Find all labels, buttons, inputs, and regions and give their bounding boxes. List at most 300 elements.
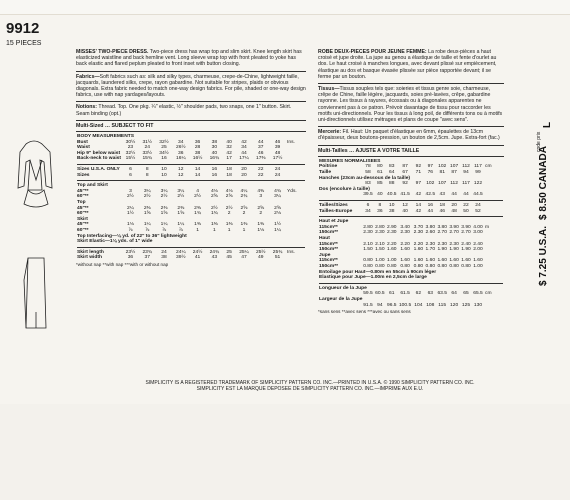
cell: 83 <box>365 181 371 187</box>
cell: 2.70 <box>449 230 459 236</box>
cell: 62 <box>415 291 422 297</box>
cell: 24 <box>161 249 167 255</box>
cell: 44 <box>427 208 434 214</box>
tissus-text: Tissus souples tels que: soieries et tissus genre soie, charmeuse, crêpe de Chine, faille légère, jacquards, soies pré-lavées, crêpe, gabardine rayonne. Les tissus à rayures, écossais ou à diagonales apparentes ne conviennent pas à ce patron. Prévoir davantage de tissu pour raccorder les motifs uni-directionnels. Pour les tissus à long poil, de différents tons ou à motifs uni-directionnels utilisez métrages et plans de coupe "avec sens". <box>318 86 503 124</box>
cell: 3¼ <box>160 188 168 194</box>
interfacing-note: Top Interfacing—⅛ yd. of 22" to 36" lightweight <box>77 233 187 239</box>
row-label: 115cm** <box>319 241 338 247</box>
cell: 1⅜ <box>210 222 218 228</box>
cell: 36 <box>194 139 201 145</box>
cell: 44 <box>241 150 247 156</box>
copyright-line-en: SIMPLICITY IS A REGISTERED TRADEMARK OF SIMPLICITY PATTERN CO. INC.—PRINTED IN U.S.A. © 1990 SIMPLICITY PATTERN CO. INC. <box>145 380 475 386</box>
cell: 17⅜ <box>255 156 266 162</box>
cell: 1.90 <box>449 247 459 253</box>
cell: 42 <box>241 139 247 145</box>
cell: 37 <box>144 255 150 261</box>
divider <box>76 71 306 72</box>
cell: 2.40 <box>461 241 471 247</box>
cell: 39 <box>274 145 281 151</box>
cell: 3.90 <box>461 224 471 230</box>
cell: 18 <box>439 203 445 208</box>
cell: 23¾ <box>142 249 152 255</box>
cell: 6 <box>129 167 132 172</box>
cell: 42 <box>415 208 422 214</box>
description <box>76 49 306 68</box>
cell: 22 <box>258 172 264 178</box>
cell: 32 <box>226 145 232 151</box>
cell: 2⅜ <box>194 205 201 211</box>
cell: 46 <box>258 150 264 156</box>
cell: 14 <box>194 172 201 178</box>
cell: 34 <box>365 208 371 214</box>
cell: 44 <box>463 192 469 198</box>
divider <box>76 131 306 132</box>
cell: 38 <box>194 150 201 156</box>
cell: 40 <box>402 208 408 214</box>
row-label: Back-neck to waist <box>77 156 122 162</box>
cell: 63 <box>427 291 434 297</box>
cell: 94 <box>377 302 383 308</box>
cell: 2⅜ <box>143 205 151 211</box>
table-row <box>318 303 504 309</box>
cell: 1⅛ <box>257 227 265 233</box>
cell: 58 <box>365 170 371 176</box>
cell: 43 <box>211 255 218 261</box>
row-label: Haut et Jupe <box>319 219 349 225</box>
cell: 1.60 <box>413 258 424 264</box>
price-canada: $ 8.50 CANADA <box>538 146 549 220</box>
cell: 18 <box>226 172 232 178</box>
cell: 2.30 <box>437 241 447 247</box>
fabrics <box>76 74 306 99</box>
cell: 32½ <box>125 150 136 156</box>
table-row <box>76 255 306 261</box>
cell: 100.5 <box>398 302 412 308</box>
cell: 102 <box>438 164 447 170</box>
cell: 2.10 <box>375 241 385 247</box>
cell: 25 <box>161 145 167 151</box>
cell: 2½ <box>143 194 151 200</box>
cell: 22 <box>258 167 264 172</box>
cell: 8 <box>378 203 382 208</box>
cell: 1.70 <box>425 247 436 253</box>
cell: 65 <box>463 291 469 297</box>
cell: 24 <box>274 167 281 172</box>
cell: 1.00 <box>375 258 385 264</box>
cell: 61 <box>377 170 383 176</box>
cell: 112 <box>462 164 470 170</box>
cell: 1.90 <box>461 247 471 253</box>
cell: 2.70 <box>437 230 447 236</box>
cell: 40 <box>377 192 383 198</box>
row-label: 115cm** <box>319 224 338 230</box>
cell: 42.5 <box>425 192 436 198</box>
fabrics-label: Fabrics— <box>76 73 100 80</box>
cell: 2.10 <box>363 241 373 247</box>
cell: 1⅜ <box>225 222 233 228</box>
cell: 1.60 <box>425 258 436 264</box>
cell: 2.00 <box>473 247 483 253</box>
cell: 3¼ <box>143 188 151 194</box>
cell: 39.5 <box>363 192 373 198</box>
cell: 1.50 <box>363 247 373 253</box>
cell: 10 <box>389 203 395 208</box>
cell: 12 <box>178 167 184 172</box>
cell: 20 <box>241 172 247 178</box>
cell: 43 <box>439 192 445 198</box>
cell: 15¾ <box>142 156 152 162</box>
cell: 14 <box>194 167 201 172</box>
notions-label: Notions: <box>76 104 98 111</box>
cell: 3 <box>129 188 132 194</box>
unit: m <box>485 224 490 230</box>
cell: 44.5 <box>473 192 483 198</box>
style-title: MISSES' TWO-PIECE DRESS. <box>76 49 149 55</box>
mercerie-text: Fil. Haut: Un paquet d'élastique en 6mm, épaulettes de 13cm d'épaisseur, deux boutons-pression, un bouton de 2,5cm. Jupe. Extra-fort (fac.) <box>318 129 500 142</box>
cell: 81 <box>439 170 445 176</box>
cell: 47 <box>241 255 247 261</box>
cell: 49 <box>258 255 264 261</box>
sens-footnote: *sans sens **avec sens ***avec ou sans sens <box>318 309 411 315</box>
cell: ⅞ <box>128 227 133 233</box>
cell: 23 <box>127 145 134 151</box>
cell: 76 <box>427 170 434 176</box>
row-label: Poitrine <box>319 164 338 170</box>
divider <box>77 180 305 181</box>
cell: 2½ <box>177 194 185 200</box>
row-label: Tailles/Sizes <box>319 203 348 208</box>
cell: 0.80 <box>425 263 436 269</box>
copyright-footer <box>110 380 510 392</box>
cell: 4⅜ <box>257 188 265 194</box>
cell: 16 <box>211 167 218 172</box>
unit: Yds. <box>287 188 297 194</box>
size-code: L <box>542 121 553 128</box>
row-label: Sizes U.S.A. ONLY <box>77 167 120 172</box>
cell: 4¾ <box>274 188 281 194</box>
measurement-table <box>76 134 306 261</box>
cell: 1.60 <box>473 258 483 264</box>
cell: 0.80 <box>363 263 373 269</box>
cell: 1.60 <box>400 258 410 264</box>
cell: 16½ <box>192 156 203 162</box>
row-label: 45"** <box>77 188 89 194</box>
cell: 38 <box>389 208 395 214</box>
cell: 2⅝ <box>210 194 218 200</box>
cell: 50 <box>463 208 469 214</box>
row-label: 60"** <box>77 227 89 233</box>
cell: 20 <box>451 203 457 208</box>
cell: 2⅝ <box>274 205 281 211</box>
cell: 85 <box>377 181 383 187</box>
cell: 32½ <box>159 139 169 145</box>
elastique-note: Elastique pour Jupe—1.00m en 2,5cm de large <box>319 275 427 281</box>
cell: 80 <box>377 164 383 170</box>
cell: 14 <box>415 203 422 208</box>
pieces-count: 15 PIECES <box>6 40 42 47</box>
cell: 25¾ <box>272 249 283 255</box>
cell: 34 <box>241 145 247 151</box>
cell: 2⅜ <box>177 205 185 211</box>
cell: 1¼ <box>274 227 281 233</box>
cell: 3 <box>259 194 263 200</box>
cell: 1.60 <box>437 258 447 264</box>
cell: 2½ <box>127 194 134 200</box>
cell: 23½ <box>125 249 136 255</box>
mercerie <box>318 129 504 141</box>
cell: ⅞ <box>178 227 183 233</box>
cell: 2.20 <box>387 241 397 247</box>
cell: 92 <box>402 181 408 187</box>
cell: 39½ <box>176 255 186 261</box>
unit: cm <box>485 291 492 297</box>
cell: 46 <box>274 139 281 145</box>
notions-text: Thread. Top. One pkg. ¼" elastic, ½" shoulder pads, two snaps, one 1" button. Skirt. Seam binding (opt.) <box>76 104 292 117</box>
cell: 94 <box>463 170 469 176</box>
cell: 2.70 <box>461 230 471 236</box>
cell: 65.5 <box>473 291 483 297</box>
style-title-fr: ROBE DEUX-PIECES POUR JEUNE FEMME: <box>318 49 427 55</box>
cell: 30 <box>211 145 218 151</box>
divider <box>318 145 504 146</box>
cell: 42 <box>226 150 232 156</box>
row-label: Jupe <box>319 252 331 258</box>
cell: 10 <box>161 167 167 172</box>
cell: 1⅝ <box>143 211 151 217</box>
divider <box>77 247 305 248</box>
cell: 2⅝ <box>240 205 248 211</box>
cell: 122 <box>473 181 483 187</box>
multisized-label: Multi-Sized … SUBJECT TO FIT <box>76 122 154 129</box>
row-label: 150cm** <box>319 263 339 269</box>
cell: 12 <box>178 172 184 178</box>
cell: 2½ <box>194 194 201 200</box>
cell: 83 <box>389 164 395 170</box>
cell: 91.5 <box>363 302 373 308</box>
divider <box>319 216 503 217</box>
cell: 61.5 <box>400 291 410 297</box>
body-measurements-heading: BODY MEASUREMENTS <box>77 134 134 140</box>
cell: 30½ <box>125 139 136 145</box>
cell: 1⅜ <box>194 222 201 228</box>
cell: 1.60 <box>461 258 471 264</box>
row-label: Skirt width <box>77 255 102 261</box>
cell: 2.30 <box>425 241 436 247</box>
cell: 0.80 <box>375 263 385 269</box>
unit: Ins. <box>287 249 295 255</box>
cell: 4.00 <box>473 224 483 230</box>
cell: 24¾ <box>209 249 220 255</box>
cell: 2¾ <box>240 194 248 200</box>
cell: 45 <box>226 255 232 261</box>
cell: 2.30 <box>375 230 385 236</box>
cell: 96.5 <box>387 302 397 308</box>
cell: 3¼ <box>177 188 185 194</box>
cell: 1⅜ <box>240 222 248 228</box>
row-label: 115cm** <box>319 258 338 264</box>
row-label: Top and Skirt <box>77 183 108 189</box>
cell: 17¼ <box>239 156 249 162</box>
cell: 25½ <box>255 249 266 255</box>
cell: 112 <box>450 181 458 187</box>
cell: 61 <box>389 291 395 297</box>
description-text: Two-piece dress has wrap top and slim skirt. Knee length skirt has elasticized waistline and back hemline vent. Long sleeve wrap top with front pleated to yoke has back elastic and flared peplum pleated to front inset with button closing. <box>76 49 302 68</box>
elastic-note: Skirt Elastic—1⅛ yds. of 1" wide <box>77 239 153 245</box>
cell: 0.80 <box>461 263 471 269</box>
row-label: 60"** <box>77 211 89 217</box>
cell: 34½ <box>159 150 169 156</box>
cell: 117 <box>474 164 482 170</box>
cell: ⅞ <box>161 227 167 233</box>
cell: 6 <box>129 172 132 178</box>
fabrics-text: Soft fabrics such as: silk and silky types, charmeuse, crepe-de-Chine, lightweight faille, jacquards, laundered silks, crepe, rayon gabardine. Not suitable for stripes, plaids or obvious diagonals. Extra fabric needed to match one-way design fabrics. For pile, shaded or one-way design fabrics, use with nap yardages/layouts. <box>76 73 306 99</box>
cell: 38 <box>161 255 167 261</box>
cell: 2.80 <box>363 224 373 230</box>
cell: 3.80 <box>437 224 447 230</box>
cell: 24 <box>274 172 281 178</box>
unit: Ins. <box>287 139 295 145</box>
cell: 24 <box>475 203 481 208</box>
cell: 38 <box>211 139 218 145</box>
row-label: 150cm** <box>319 230 339 236</box>
cell: 87 <box>451 170 457 176</box>
cell: 16¾ <box>209 156 220 162</box>
cell: 1⅝ <box>177 211 185 217</box>
cell: 130 <box>473 302 483 308</box>
row-label: Top <box>77 199 86 205</box>
cell: 4 <box>196 188 199 194</box>
cell: 16 <box>427 203 434 208</box>
price-usa: $ 7.25 U.S.A. <box>538 225 549 286</box>
cell: 46 <box>439 208 445 214</box>
cell: 2⅛ <box>274 211 281 217</box>
row-label: 60"** <box>77 194 89 200</box>
cell: 78 <box>365 164 371 170</box>
cell: 88 <box>389 181 395 187</box>
cell: 1¼ <box>143 222 151 228</box>
cell: 1.90 <box>437 247 447 253</box>
cell: 1⅛ <box>127 222 134 228</box>
cell: 107 <box>450 164 459 170</box>
cell: 115 <box>438 302 447 308</box>
top-margin <box>0 0 570 15</box>
cell: 71 <box>415 170 422 176</box>
cell: 2 <box>227 211 231 217</box>
mesures-table <box>318 159 504 308</box>
cell: 24½ <box>192 249 203 255</box>
row-label: Longueur de la Jupe <box>319 285 367 291</box>
cell: 2.20 <box>413 241 424 247</box>
notions <box>76 104 306 116</box>
cell: ⅞ <box>145 227 150 233</box>
cell: 26½ <box>176 145 186 151</box>
divider <box>318 83 504 84</box>
row-label: Skirt <box>77 216 88 222</box>
cell: 15½ <box>125 156 136 162</box>
mesures-heading: MESURES NORMALISEES <box>319 158 381 164</box>
cell: 2.30 <box>363 230 373 236</box>
english-section <box>76 49 306 365</box>
description-fr <box>318 49 504 80</box>
unit: cm <box>485 164 492 170</box>
cell: 92 <box>415 164 422 170</box>
cell: 4¼ <box>240 188 248 194</box>
cell: 2⅝ <box>225 194 233 200</box>
row-label: 45"** <box>77 205 89 211</box>
cell: 2 <box>242 211 246 217</box>
pattern-number: 9912 <box>6 20 40 37</box>
cell: 25 <box>226 249 232 255</box>
cell: 1½ <box>274 222 281 228</box>
cell: 1 <box>242 227 246 233</box>
cell: 16¼ <box>176 156 186 162</box>
row-label: 150cm** <box>319 247 339 253</box>
tissus <box>318 86 504 123</box>
cell: 1.60 <box>413 247 424 253</box>
divider <box>319 200 503 201</box>
cell: 97 <box>415 181 422 187</box>
cell: 0.80 <box>437 263 447 269</box>
cell: 17 <box>226 156 232 162</box>
row-label: Hip 9" below waist <box>77 150 121 156</box>
cell: 18 <box>226 167 232 172</box>
cell: 20 <box>241 167 247 172</box>
cell: 0.80 <box>400 263 410 269</box>
cell: 0.80 <box>363 258 373 264</box>
code-prix-label: code prix <box>536 131 542 152</box>
multi-tailles-label: Multi-Tailles … AJUSTE A VOTRE TAILLE <box>318 147 420 154</box>
cell: 24 <box>144 145 150 151</box>
cell: 8 <box>145 172 149 178</box>
cell: 2.20 <box>400 241 410 247</box>
cell: 1.60 <box>400 247 410 253</box>
divider <box>76 101 306 102</box>
cell: 3.00 <box>473 230 483 236</box>
cell: 102 <box>426 181 435 187</box>
cell: 3.90 <box>449 224 459 230</box>
cell: 36 <box>377 208 383 214</box>
cell: 10 <box>161 172 167 178</box>
cell: 33½ <box>142 150 152 156</box>
cell: 51 <box>274 255 281 261</box>
cell: 1¾ <box>210 211 218 217</box>
cell: 40 <box>226 139 232 145</box>
cell: 59.5 <box>363 291 373 297</box>
cell: 12 <box>402 203 408 208</box>
cell: 40.5 <box>387 192 397 198</box>
cell: 1¼ <box>177 222 185 228</box>
cell: 44 <box>258 139 264 145</box>
cell: 3.70 <box>413 224 424 230</box>
cell: 2.30 <box>387 230 397 236</box>
cell: 1 <box>227 227 231 233</box>
cell: 2.60 <box>425 230 436 236</box>
copyright-line-fr: SIMPLICITY EST LA MARQUE DEPOSEE DE SIMPLICITY PATTERN CO. INC.—IMPRIME AUX E.U. <box>196 386 424 392</box>
cell: 97 <box>427 164 434 170</box>
divider <box>77 164 305 165</box>
entoilage-note: Entoilage pour Haut—0.80m en 55cm à 90cm léger <box>319 269 437 275</box>
cell: 25¼ <box>239 249 249 255</box>
cell: 1.60 <box>449 258 459 264</box>
cell: 99 <box>475 170 481 176</box>
cell: 1⅝ <box>160 211 168 217</box>
cell: 16 <box>211 172 218 178</box>
cell: 1⅜ <box>257 222 265 228</box>
cell: 104 <box>414 302 423 308</box>
cell: 2.90 <box>387 224 397 230</box>
cell: 1 <box>196 227 199 233</box>
cell: 108 <box>426 302 435 308</box>
